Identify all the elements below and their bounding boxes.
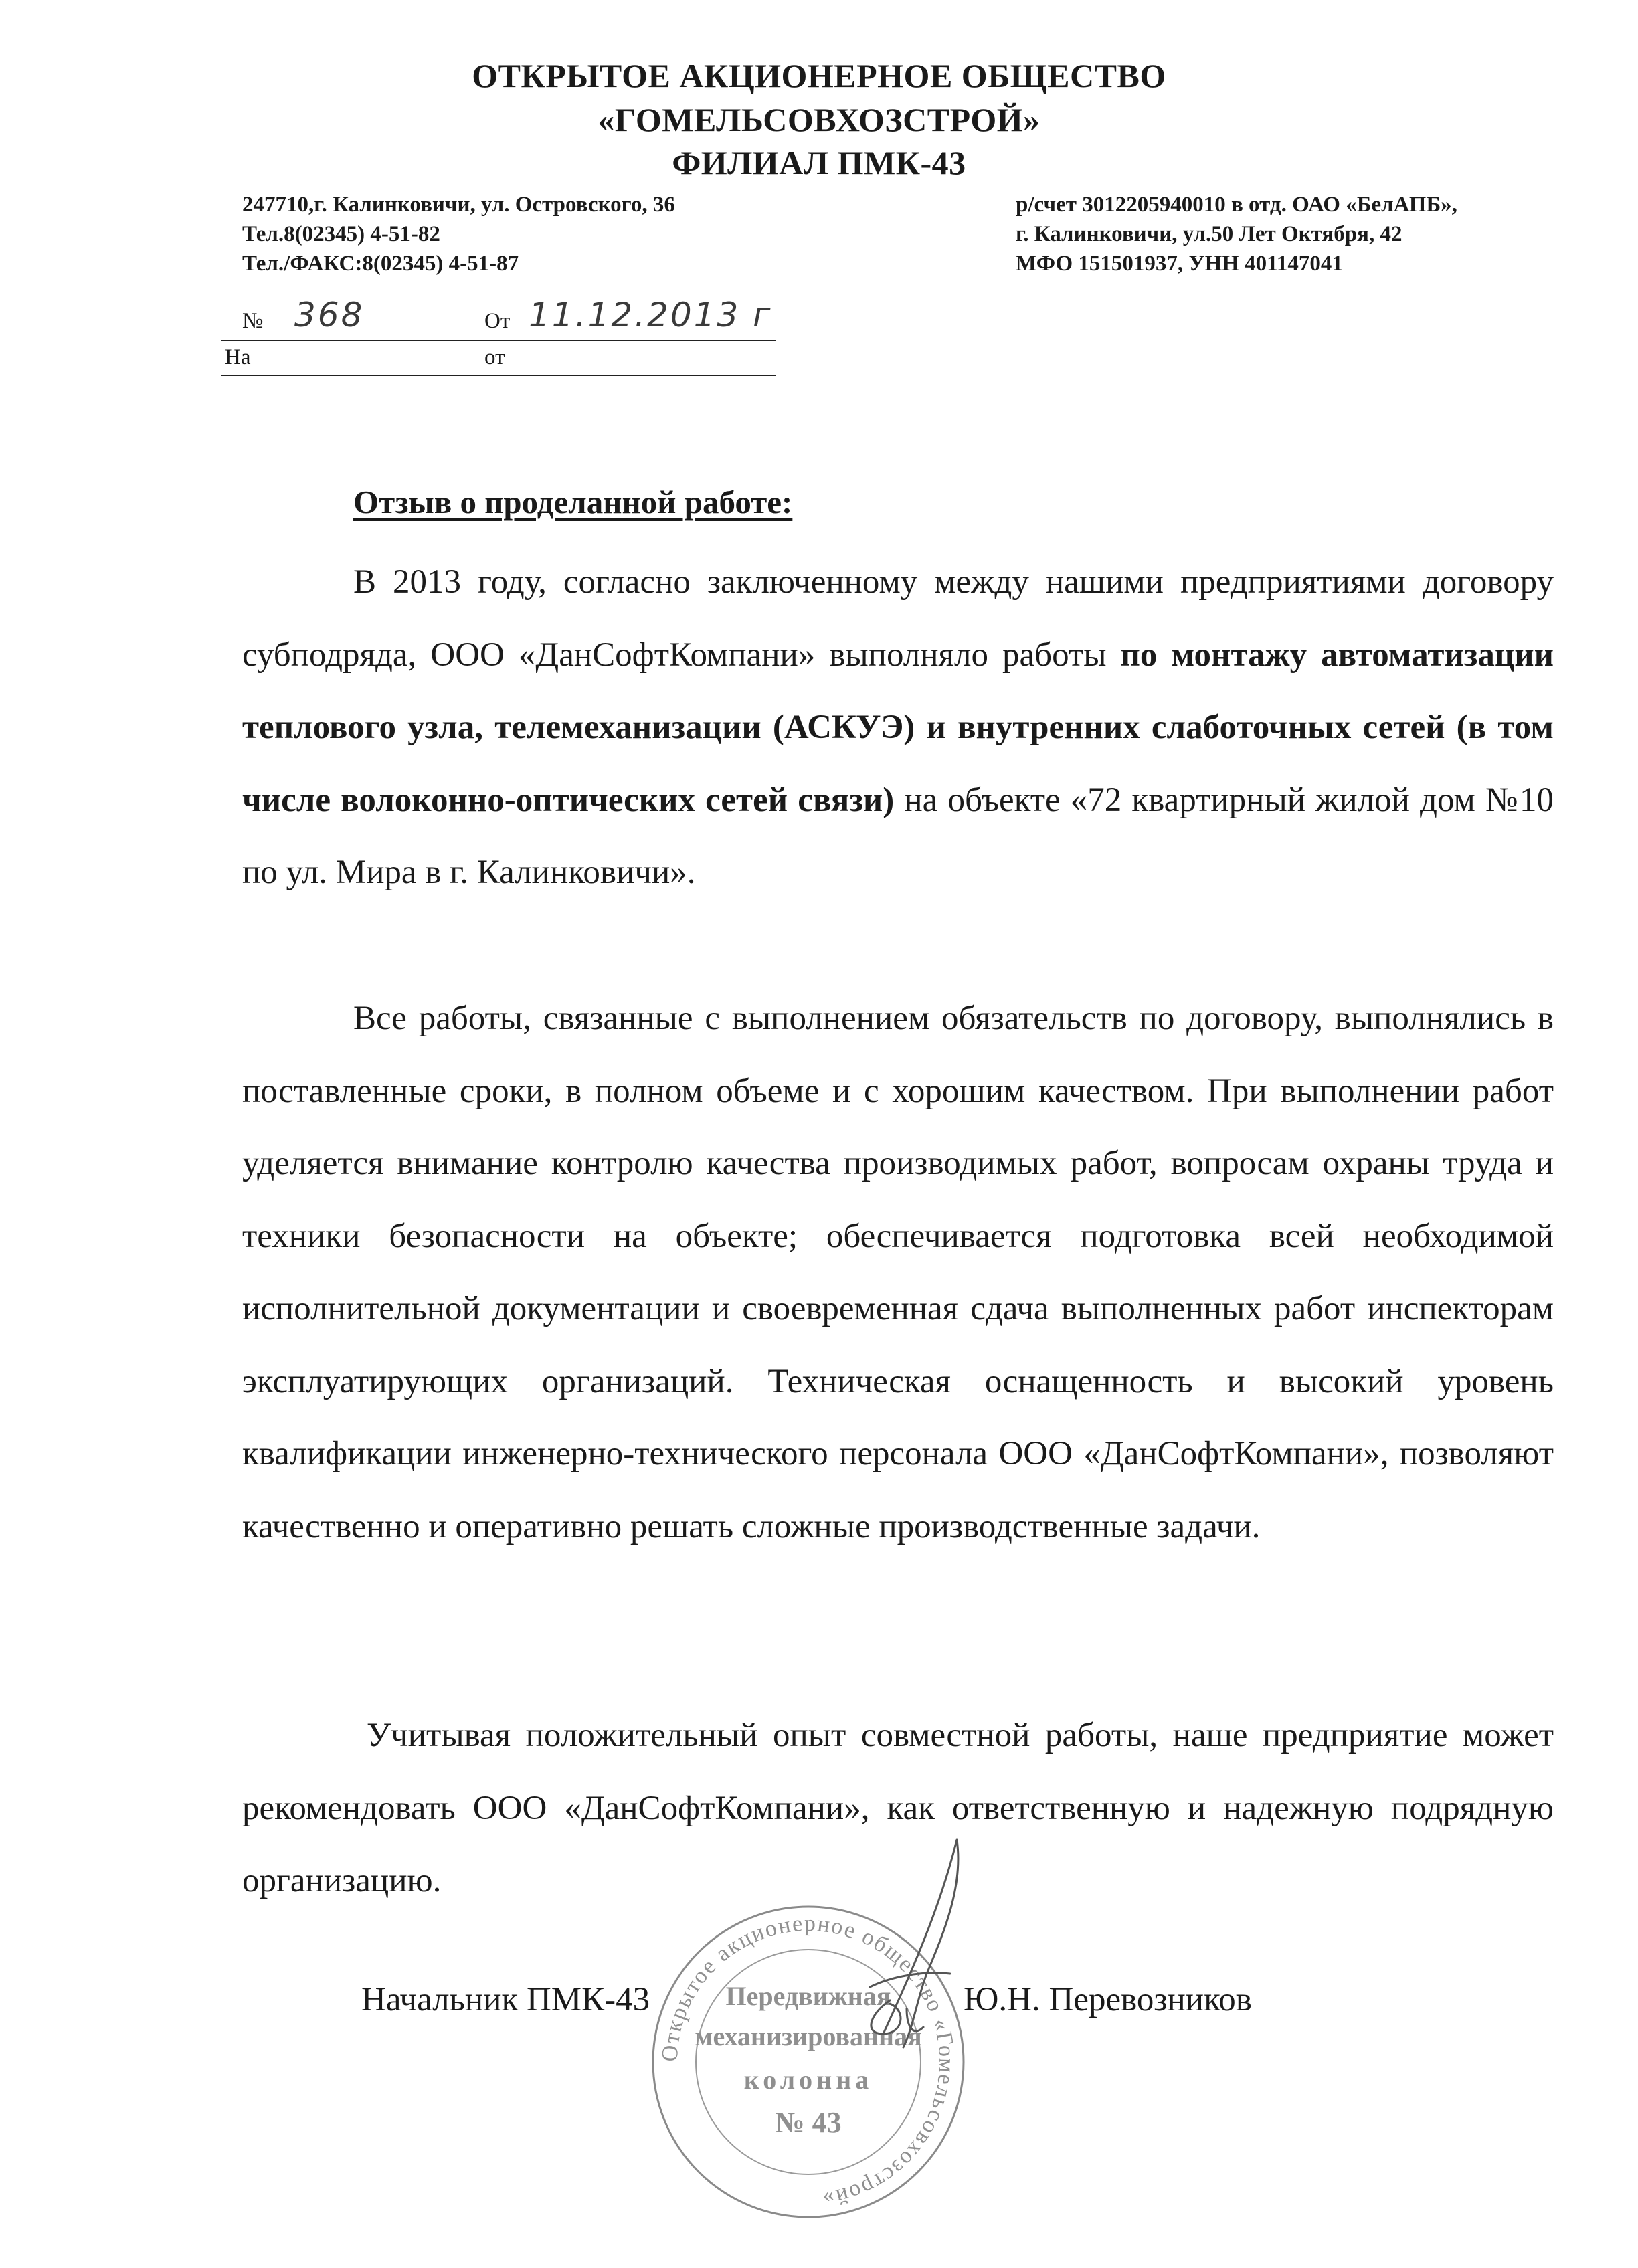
registration-date: 11.12.2013 г — [529, 296, 773, 335]
stamp-line-1: Передвижная — [725, 1981, 891, 2011]
letter-title: Отзыв о проделанной работе: — [353, 484, 793, 521]
bank-account-line: р/счет 3012205940010 в отд. ОАО «БелАПБ», — [1016, 193, 1457, 217]
signature-stroke — [870, 1840, 958, 2047]
paragraph-1-works: по монтажу автоматизации теплового узла, телемеханизации (АСКУЭ) и внутренних слаботочных сетей (в том числе волоконно-оптических сетей связи) — [242, 636, 1554, 819]
stamp-line-3: колонна — [743, 2065, 873, 2095]
paragraph-2: Все работы, связанные с выполнением обязательств по договору, выполнялись в поставленные сроки, в полном объеме и с хорошим качеством. При выполнении работ уделяется внимание контролю качества производимых работ, вопросам охраны труда и техники безопасности на объекте; обеспечивается подготовка всей необходимой исполнительной документации и своевременная сдача выполненных работ инспекторам эксплуатирующих организаций. Техническая оснащенность и высокий уровень квалификации инженерно-технического персонала ООО «ДанСофтКомпани», позволяют качественно и оперативно решать сложные производственные задачи. — [242, 1000, 1554, 1545]
paragraph-1 — [242, 546, 1554, 909]
stamp-line-2: механизированная — [695, 2021, 922, 2051]
signatory-name: Ю.Н. Перевозников — [964, 1981, 1252, 2018]
registration-underline — [221, 340, 776, 341]
phone-line: Тел.8(02345) 4-51-82 — [242, 222, 440, 246]
paragraph-3: Учитывая положительный опыт совместной работы, наше предприятие может рекомендовать ООО «ДанСофтКомпани», как ответственную и надежную подрядную организацию. — [242, 1717, 1554, 1899]
signatory-position: Начальник ПМК-43 — [361, 1981, 650, 2018]
bank-address-line: г. Калинковичи, ул.50 Лет Октября, 42 — [1016, 222, 1402, 246]
paragraph-1-start: В 2013 году, согласно заключенному между нашими предприятиями договору субподряда, ООО «ДанСофтКомпани» выполняло работы — [242, 563, 1554, 674]
number-label: № — [242, 309, 264, 333]
registration-number: 368 — [294, 296, 365, 335]
date-label: От — [484, 309, 511, 333]
org-branch: ФИЛИАЛ ПМК-43 — [672, 144, 966, 181]
paragraph-1-end: на объекте «72 квартирный жилой дом №10 по ул. Мира в г. Калинковичи». — [242, 781, 1554, 891]
org-name-line1: ОТКРЫТОЕ АКЦИОНЕРНОЕ ОБЩЕСТВО — [472, 57, 1166, 94]
handwritten-signature — [790, 1833, 1111, 2074]
reply-to-label: На — [225, 345, 251, 369]
org-name-line2: «ГОМЕЛЬСОВХОЗСТРОЙ» — [598, 101, 1040, 138]
reply-underline — [221, 375, 776, 376]
address-line: 247710,г. Калинковичи, ул. Островского, 36 — [242, 193, 675, 217]
bank-codes-line: МФО 151501937, УНН 401147041 — [1016, 252, 1343, 276]
stamp-outer-text: Открытое акционерное общество «Гомельсовхозстрой» — [657, 1911, 960, 2212]
stamp-line-4: № 43 — [775, 2106, 842, 2139]
reply-date-label: от — [484, 345, 505, 369]
fax-line: Тел./ФАКС:8(02345) 4-51-87 — [242, 252, 519, 276]
